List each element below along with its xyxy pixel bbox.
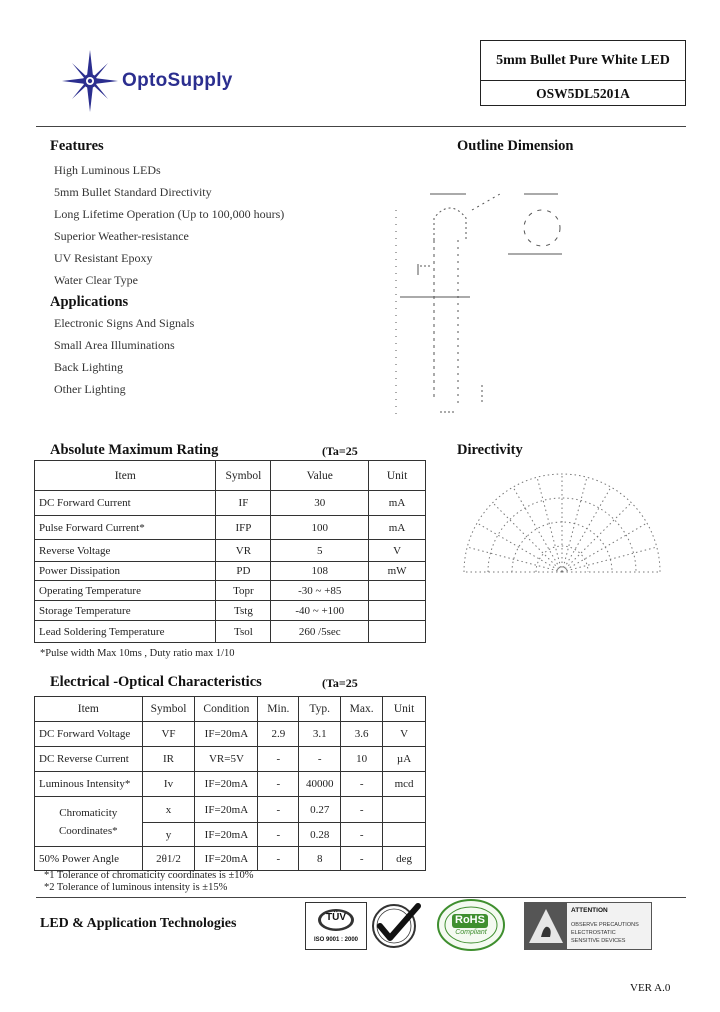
col-header: Max.: [341, 697, 383, 722]
feature-item: Superior Weather-resistance: [54, 229, 189, 243]
cell-item: Operating Temperature: [35, 581, 216, 601]
cell-min: -: [258, 797, 299, 823]
cell-item: Pulse Forward Current*: [35, 516, 216, 540]
cell-min: -: [258, 772, 299, 797]
outline-drawing: [390, 180, 590, 420]
col-header: Value: [271, 461, 369, 491]
feature-item: 5mm Bullet Standard Directivity: [54, 185, 212, 199]
attention-line: ELECTROSTATIC: [571, 930, 616, 936]
table-row: [35, 772, 426, 797]
cell-item: 50% Power Angle: [35, 847, 143, 871]
cell-value: 100: [271, 516, 369, 540]
cell-symbol: Tsol: [216, 621, 271, 643]
cell-typ: 8: [299, 847, 341, 871]
feature-item: High Luminous LEDs: [54, 163, 161, 177]
application-item: Small Area Illuminations: [54, 338, 175, 352]
cell-unit: mcd: [383, 772, 426, 797]
outline-heading: Outline Dimension: [457, 138, 574, 154]
attention-line: OBSERVE PRECAUTIONS: [571, 922, 639, 928]
cell-max: 10: [341, 747, 383, 772]
col-header: Item: [35, 461, 216, 491]
table-row: [35, 747, 426, 772]
esd-warning-icon: [525, 903, 567, 949]
cell-min: -: [258, 747, 299, 772]
cell-value: 108: [271, 562, 369, 581]
amr-note: *Pulse width Max 10ms , Duty ratio max 1/10: [40, 648, 235, 659]
cell-value: 30: [271, 491, 369, 516]
table-row: [35, 581, 426, 601]
table-row: [35, 621, 426, 643]
cell-max: -: [341, 797, 383, 823]
cell-unit: µA: [383, 747, 426, 772]
cell-symbol: VF: [142, 722, 195, 747]
col-header: Typ.: [299, 697, 341, 722]
cell-typ: -: [299, 747, 341, 772]
cell-item: DC Forward Voltage: [35, 722, 143, 747]
cell-item: DC Forward Current: [35, 491, 216, 516]
cell-unit: [383, 823, 426, 847]
cell-min: -: [258, 823, 299, 847]
cell-min: 2.9: [258, 722, 299, 747]
cell-unit: mA: [369, 516, 426, 540]
brand-name: OptoSupply: [122, 70, 233, 91]
table-row: [35, 516, 426, 540]
table-header-row: [35, 461, 426, 491]
cell-item: Power Dissipation: [35, 562, 216, 581]
cell-item: Reverse Voltage: [35, 540, 216, 562]
rohs-sub-label: Compliant: [455, 929, 487, 936]
amr-condition: (Ta=25: [322, 444, 358, 458]
title-box: [480, 40, 686, 106]
cell-symbol: 2θ1/2: [142, 847, 195, 871]
rohs-badge: [436, 899, 506, 951]
amr-heading: Absolute Maximum Rating: [50, 442, 219, 458]
cell-value: 260 /5sec: [271, 621, 369, 643]
header-divider: [36, 126, 686, 127]
eoc-condition: (Ta=25: [322, 676, 358, 690]
attention-title: ATTENTION: [571, 907, 608, 914]
cell-typ: 3.1: [299, 722, 341, 747]
cell-symbol: Tstg: [216, 601, 271, 621]
cell-max: -: [341, 847, 383, 871]
part-number: OSW5DL5201A: [536, 86, 630, 101]
col-header: Item: [35, 697, 143, 722]
version-label: VER A.0: [630, 982, 671, 994]
directivity-heading: Directivity: [457, 442, 523, 458]
eoc-note: *1 Tolerance of chromaticity coordinates is ±10%: [44, 870, 254, 881]
applications-heading: Applications: [50, 294, 129, 310]
cell-unit: [369, 581, 426, 601]
iso-label: ISO 9001 : 2000: [313, 937, 359, 943]
cell-symbol: Iv: [142, 772, 195, 797]
cell-condition: IF=20mA: [195, 772, 258, 797]
col-header: Symbol: [142, 697, 195, 722]
eoc-note: *2 Tolerance of luminous intensity is ±15%: [44, 882, 228, 893]
cell-condition: IF=20mA: [195, 823, 258, 847]
col-header: Unit: [383, 697, 426, 722]
cell-typ: 0.27: [299, 797, 341, 823]
eoc-heading: Electrical -Optical Characteristics: [50, 674, 262, 690]
col-header: Condition: [195, 697, 258, 722]
cell-max: -: [341, 823, 383, 847]
attention-line: SENSITIVE DEVICES: [571, 938, 626, 944]
cell-typ: 40000: [299, 772, 341, 797]
cell-unit: [369, 621, 426, 643]
cell-value: -30 ~ +85: [271, 581, 369, 601]
table-row: [35, 601, 426, 621]
directivity-diagram: [462, 470, 662, 580]
application-item: Electronic Signs And Signals: [54, 316, 195, 330]
cell-item: Lead Soldering Temperature: [35, 621, 216, 643]
cell-symbol: IR: [142, 747, 195, 772]
cell-unit: mA: [369, 491, 426, 516]
tuv-badge: [305, 902, 367, 950]
tuv-label: TÜV: [326, 912, 346, 923]
rohs-label: RoHS: [455, 914, 485, 926]
table-row: [35, 847, 426, 871]
checkmark-certification-icon: [370, 900, 422, 950]
cell-max: -: [341, 772, 383, 797]
cell-symbol: IF: [216, 491, 271, 516]
footer-divider: [36, 897, 686, 898]
cell-symbol: x: [142, 797, 195, 823]
cell-symbol: VR: [216, 540, 271, 562]
cell-symbol: Topr: [216, 581, 271, 601]
col-header: Min.: [258, 697, 299, 722]
table-header-row: [35, 697, 426, 722]
cell-max: 3.6: [341, 722, 383, 747]
cell-unit: mW: [369, 562, 426, 581]
col-header: Symbol: [216, 461, 271, 491]
cell-unit: [369, 601, 426, 621]
footer-title: LED & Application Technologies: [40, 916, 237, 931]
feature-item: Water Clear Type: [54, 273, 138, 287]
table-row: [35, 491, 426, 516]
product-title: 5mm Bullet Pure White LED: [481, 41, 685, 81]
feature-item: UV Resistant Epoxy: [54, 251, 153, 265]
application-item: Back Lighting: [54, 360, 123, 374]
cell-symbol: y: [142, 823, 195, 847]
cell-symbol: PD: [216, 562, 271, 581]
cell-item: DC Reverse Current: [35, 747, 143, 772]
cell-item: Luminous Intensity*: [35, 772, 143, 797]
cell-condition: IF=20mA: [195, 722, 258, 747]
esd-attention-badge: [524, 902, 652, 950]
amr-table: [34, 460, 426, 643]
cell-symbol: IFP: [216, 516, 271, 540]
cell-value: 5: [271, 540, 369, 562]
cell-condition: VR=5V: [195, 747, 258, 772]
cell-condition: IF=20mA: [195, 797, 258, 823]
cell-unit: deg: [383, 847, 426, 871]
features-heading: Features: [50, 138, 104, 154]
cell-value: -40 ~ +100: [271, 601, 369, 621]
feature-item: Long Lifetime Operation (Up to 100,000 hours): [54, 207, 285, 221]
cell-unit: V: [383, 722, 426, 747]
table-row: [35, 722, 426, 747]
cell-condition: IF=20mA: [195, 847, 258, 871]
col-header: Unit: [369, 461, 426, 491]
application-item: Other Lighting: [54, 382, 126, 396]
table-row: [35, 562, 426, 581]
cell-item: Storage Temperature: [35, 601, 216, 621]
eoc-table: [34, 696, 426, 871]
table-row: [35, 540, 426, 562]
cell-typ: 0.28: [299, 823, 341, 847]
cell-unit: V: [369, 540, 426, 562]
cell-item: Chromaticity Coordinates*: [35, 797, 143, 847]
cell-min: -: [258, 847, 299, 871]
cell-unit: [383, 797, 426, 823]
table-row: [35, 797, 426, 823]
